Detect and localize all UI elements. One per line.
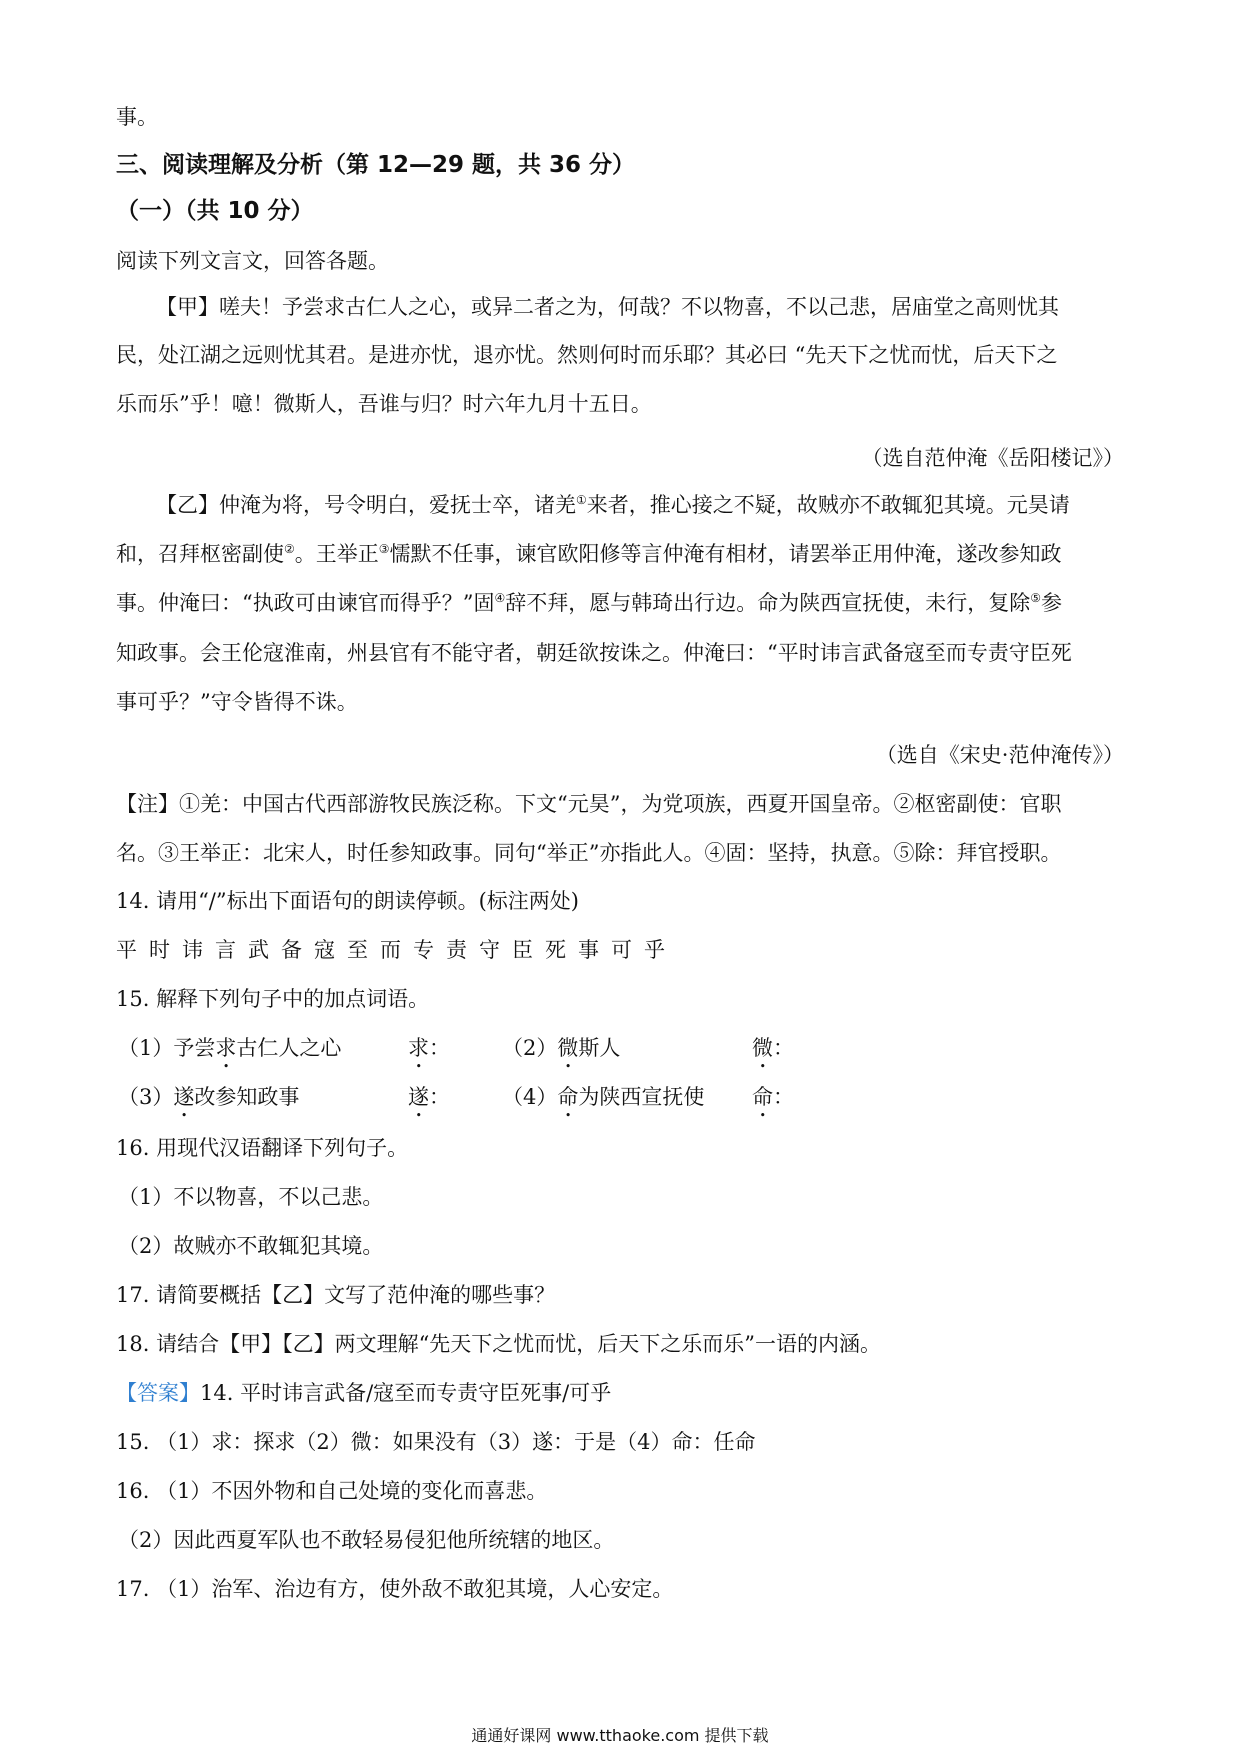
- colon: ：: [773, 1036, 794, 1060]
- answer-14: [116, 1378, 1124, 1408]
- q15-item-3: [118, 1082, 299, 1122]
- dotted-word: 遂: [408, 1085, 429, 1109]
- question-14-sentence: 平时讳言武备寇至而专责守臣死事可乎: [116, 938, 677, 962]
- notes-line-2: 名。③王举正：北宋人，时任参知政事。同句“举正”亦指此人。④固：坚持，执意。⑤除：拜官授职。: [116, 841, 1062, 865]
- question-16: 16. 用现代汉语翻译下列句子。: [116, 1136, 409, 1160]
- q15-item-2-answer-label: [752, 1033, 794, 1073]
- passage-yi-text: 来者，推心接之不疑，故贼亦不敢辄犯其境。元昊请: [586, 493, 1070, 517]
- passage-yi-line-5: 事可乎？”守令皆得不诛。: [116, 690, 358, 714]
- question-16-item-1: （1）不以物喜，不以己悲。: [118, 1185, 384, 1209]
- section-title: 三、阅读理解及分析（第 12—29 题，共 36 分）: [116, 152, 636, 178]
- dotted-word: 命: [752, 1085, 773, 1109]
- dotted-word: 微: [557, 1036, 579, 1060]
- question-17: 17. 请简要概括【乙】文写了范仲淹的哪些事？: [116, 1283, 556, 1307]
- footnote-marker-1: ①: [576, 493, 587, 507]
- colon: ：: [429, 1036, 450, 1060]
- answer-text: 14. 平时讳言武备/寇至而专责守臣死事/可乎: [200, 1381, 612, 1405]
- item-number: （4）: [502, 1085, 558, 1109]
- answer-16-2: （2）因此西夏军队也不敢轻易侵犯他所统辖的地区。: [118, 1528, 615, 1552]
- colon: ：: [773, 1085, 794, 1109]
- dotted-word: 微: [752, 1036, 773, 1060]
- item-text: 古仁人之心: [236, 1036, 342, 1060]
- answer-tag: 【答案】: [116, 1381, 200, 1405]
- item-number: （3）: [118, 1085, 174, 1109]
- q15-item-4: [502, 1082, 704, 1122]
- footnote-marker-5: ⑤: [1030, 591, 1042, 605]
- passage-yi-line-1: [156, 490, 1124, 520]
- subsection-title: （一）（共 10 分）: [116, 198, 314, 224]
- answer-17: 17. （1）治军、治边有方，使外敌不敢犯其境，人心安定。: [116, 1577, 674, 1601]
- answer-16-1: 16. （1）不因外物和自己处境的变化而喜悲。: [116, 1479, 548, 1503]
- q15-item-2: [502, 1033, 620, 1073]
- dotted-word: 求: [408, 1036, 429, 1060]
- colon: ：: [429, 1085, 450, 1109]
- passage-yi-text: 。王举正: [294, 542, 379, 566]
- passage-yi-text: 事。仲淹曰：“执政可由谏官而得乎？”固: [116, 591, 495, 615]
- item-text: 改参知政事: [194, 1085, 300, 1109]
- passage-yi-source: （选自《宋史·范仲淹传》）: [875, 743, 1124, 767]
- q15-item-4-answer-label: [752, 1082, 794, 1122]
- q15-item-3-answer-label: [408, 1082, 450, 1122]
- passage-yi-line-2: [116, 539, 1124, 569]
- question-14: 14. 请用“/”标出下面语句的朗读停顿。(标注两处): [116, 889, 580, 913]
- passage-yi-text: 参: [1041, 591, 1063, 615]
- passage-yi-text: 辞不拜，愿与韩琦出行边。命为陕西宣抚使，未行，复除: [505, 591, 1031, 615]
- passage-yi-line-4: 知政事。会王伦寇淮南，州县官有不能守者，朝廷欲按诛之。仲淹曰：“平时讳言武备寇至而专责守臣死: [116, 641, 1072, 665]
- q15-item-1-answer-label: [408, 1033, 450, 1073]
- q15-item-1: [118, 1033, 341, 1073]
- question-16-item-2: （2）故贼亦不敢辄犯其境。: [118, 1234, 384, 1258]
- passage-jia-line-1: 【甲】嗟夫！予尝求古仁人之心，或异二者之为，何哉？不以物喜，不以己悲，居庙堂之高则忧其: [156, 295, 1059, 319]
- answer-15: 15. （1）求：探求（2）微：如果没有（3）遂：于是（4）命：任命: [116, 1430, 756, 1454]
- item-text: 为陕西宣抚使: [578, 1085, 705, 1109]
- dotted-word: 遂: [173, 1085, 195, 1109]
- dotted-word: 命: [557, 1085, 579, 1109]
- item-number: （2）: [502, 1036, 558, 1060]
- top-fragment: 事。: [116, 105, 158, 129]
- footnote-marker-2: ②: [284, 542, 295, 556]
- passage-jia-line-2: 民，处江湖之远则忧其君。是进亦忧，退亦忧。然则何时而乐耶？其必曰 “先天下之忧而忧，后天下之: [116, 343, 1058, 367]
- question-18: 18. 请结合【甲】【乙】两文理解“先天下之忧而忧，后天下之乐而乐”一语的内涵。: [116, 1332, 882, 1356]
- footnote-marker-4: ④: [494, 591, 506, 605]
- passage-jia-line-3: 乐而乐”乎！噫！微斯人，吾谁与归？时六年九月十五日。: [116, 392, 652, 416]
- dotted-word: 求: [215, 1036, 237, 1060]
- passage-yi-line-3: [116, 588, 1124, 618]
- notes-line-1: 【注】①羌：中国古代西部游牧民族泛称。下文“元昊”，为党项族，西夏开国皇帝。②枢密副使：官职: [116, 792, 1062, 816]
- item-text: 予尝: [173, 1036, 216, 1060]
- instruction: 阅读下列文言文，回答各题。: [116, 249, 389, 273]
- passage-yi-text: 【乙】仲淹为将，号令明白，爱抚士卒，诸羌: [156, 493, 576, 517]
- passage-jia-source: （选自范仲淹《岳阳楼记》）: [861, 446, 1124, 470]
- footer: 通通好课网 www.tthaoke.com 提供下载: [471, 1726, 769, 1745]
- passage-yi-text: 懦默不任事，谏官欧阳修等言仲淹有相材，请罢举正用仲淹，遂改参知政: [389, 542, 1062, 566]
- footnote-marker-3: ③: [378, 542, 390, 556]
- item-text: 斯人: [578, 1036, 621, 1060]
- question-15: 15. 解释下列句子中的加点词语。: [116, 987, 430, 1011]
- item-number: （1）: [118, 1036, 174, 1060]
- passage-yi-text: 和，召拜枢密副使: [116, 542, 284, 566]
